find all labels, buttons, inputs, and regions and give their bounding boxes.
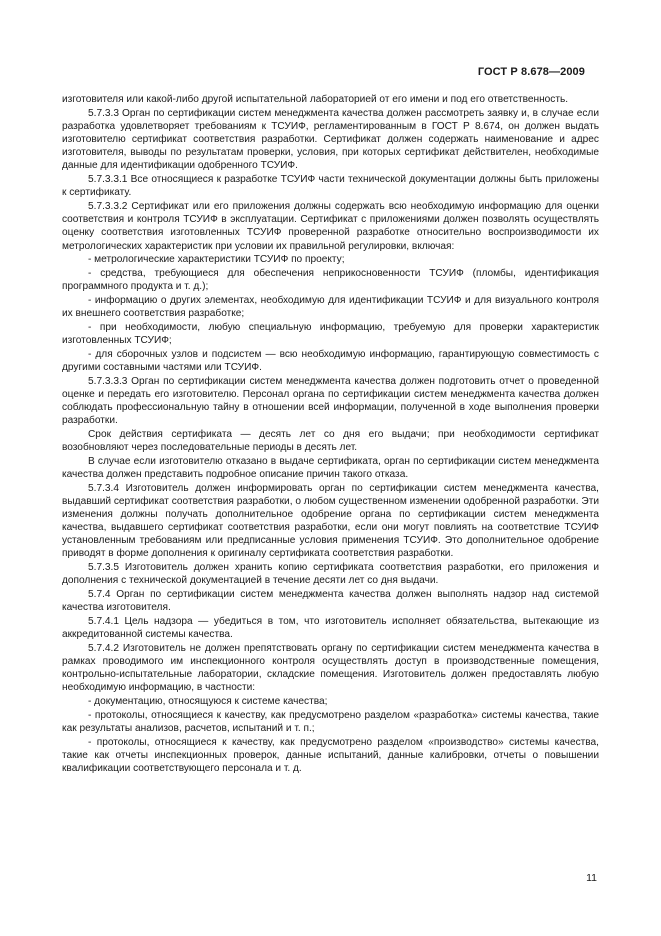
list-item: - метрологические характеристики ТСУИФ по проекту; [88,254,345,266]
document-code: ГОСТ Р 8.678—2009 [477,66,585,78]
list-item: - средства, требующиеся для обеспечения неприкосновенности ТСУИФ (пломбы, идентификация программного продукта и т. д.); [62,268,599,293]
paragraph: В случае если изготовителю отказано в выдаче сертификата, орган по сертификации систем менеджмента качества должен представить подробное описание причин такого отказа. [62,455,599,480]
list-item: - информацию о других элементах, необходимую для идентификации ТСУИФ и для визуального контроля их внешнего соответствия разработке; [62,294,599,320]
paragraph: изготовителя или какой-либо другой испытательной лабораторией от его имени и под его ответственность. [62,94,569,105]
list-item: - для сборочных узлов и подсистем — всю необходимую информацию, гарантирующую совместимость с другими составными частями или ТСУИФ. [62,348,599,373]
paragraph: 5.7.3.3.3 Орган по сертификации систем менеджмента качества должен подготовить отчет о проведенной оценке и передать его изготовителю. Персонал органа по сертификации систем менеджмента качества должен соблюдать профессиональную тайну в отношении всей информации, полученной в ходе выполнения проверки разработки. [62,375,599,427]
paragraph: 5.7.3.3 Орган по сертификации систем менеджмента качества должен рассмотреть заявку и, в случае если разработка удовлетворяет требованиям к ТСУИФ, регламентированным в ГОСТ Р 8.674, он должен выдать изготовителю сертификат соответствия разработки. Сертификат должен содержать наименование и адрес изготовителя, выводы по результатам проверки, условия, при которых сертификат действителен, необходимые данные для идентификации одобренного ТСУИФ. [62,107,599,172]
paragraph: 5.7.3.4 Изготовитель должен информировать орган по сертификации систем менеджмента качества, выдавший сертификат соответствия разработки, о любом существенном изменении одобренной разработки. Эти изменения должны получать дополнительное одобрение органа по сертификации систем менеджмента качества, выдавшего сертификат соответствия разработки, если они могут повлиять на соответствие ТСУИФ установленным требованиям или предписанные условия применения ТСУИФ. Это дополнительное одобрение приводят в форме дополнения к оригиналу сертификата соответствия разработки. [62,482,599,560]
document-body [62,93,599,776]
paragraph: Срок действия сертификата — десять лет со дня его выдачи; при необходимости сертификат возобновляют через последовательные периоды в десять лет. [62,428,599,453]
list-item: - при необходимости, любую специальную информацию, требуемую для проверки характеристик изготовленных ТСУИФ; [62,321,599,346]
list-item: - протоколы, относящиеся к качеству, как предусмотрено разделом «разработка» системы качества, такие как результаты анализов, расчетов, испытаний и т. п.; [62,709,599,735]
list-item: - документацию, относящуюся к системе качества; [88,696,328,708]
paragraph: 5.7.3.3.1 Все относящиеся к разработке ТСУИФ части технической документации должны быть приложены к сертификату. [62,174,599,199]
page-number: 11 [586,872,597,884]
paragraph: 5.7.4 Орган по сертификации систем менеджмента качества должен выполнять надзор над системой качества изготовителя. [62,589,599,614]
paragraph: 5.7.4.2 Изготовитель не должен препятствовать органу по сертификации систем менеджмента качества в рамках проводимого им инспекционного контроля осуществлять доступ в производственные помещения, контрольно-испытательные лаборатории, складские помещения. Изготовитель должен предоставлять любую необходимую информацию, в частности: [62,642,599,694]
paragraph: 5.7.3.5 Изготовитель должен хранить копию сертификата соответствия разработки, его приложения и дополнения с технической документацией в течение десяти лет со дня выдачи. [62,562,599,587]
list-item: - протоколы, относящиеся к качеству, как предусмотрено разделом «производство» системы качества, такие как отчеты инспекционных проверок, данные испытаний, данные калибровки, отчеты о повышении квалификации соответствующего персонала и т. д. [62,736,599,775]
paragraph: 5.7.4.1 Цель надзора — убедиться в том, что изготовитель исполняет обязательства, вытекающие из аккредитованной системы качества. [62,616,599,641]
paragraph: 5.7.3.3.2 Сертификат или его приложения должны содержать всю необходимую информацию для оценки соответствия и контроля ТСУИФ в эксплуатации. Сертификат с приложениями должен позволять осуществлять оценку соответствия изготовленных ТСУИФ проверенной разработке относительно воспроизводимости их метрологических характеристик при условии их правильной регулировки, включая: [62,201,599,252]
